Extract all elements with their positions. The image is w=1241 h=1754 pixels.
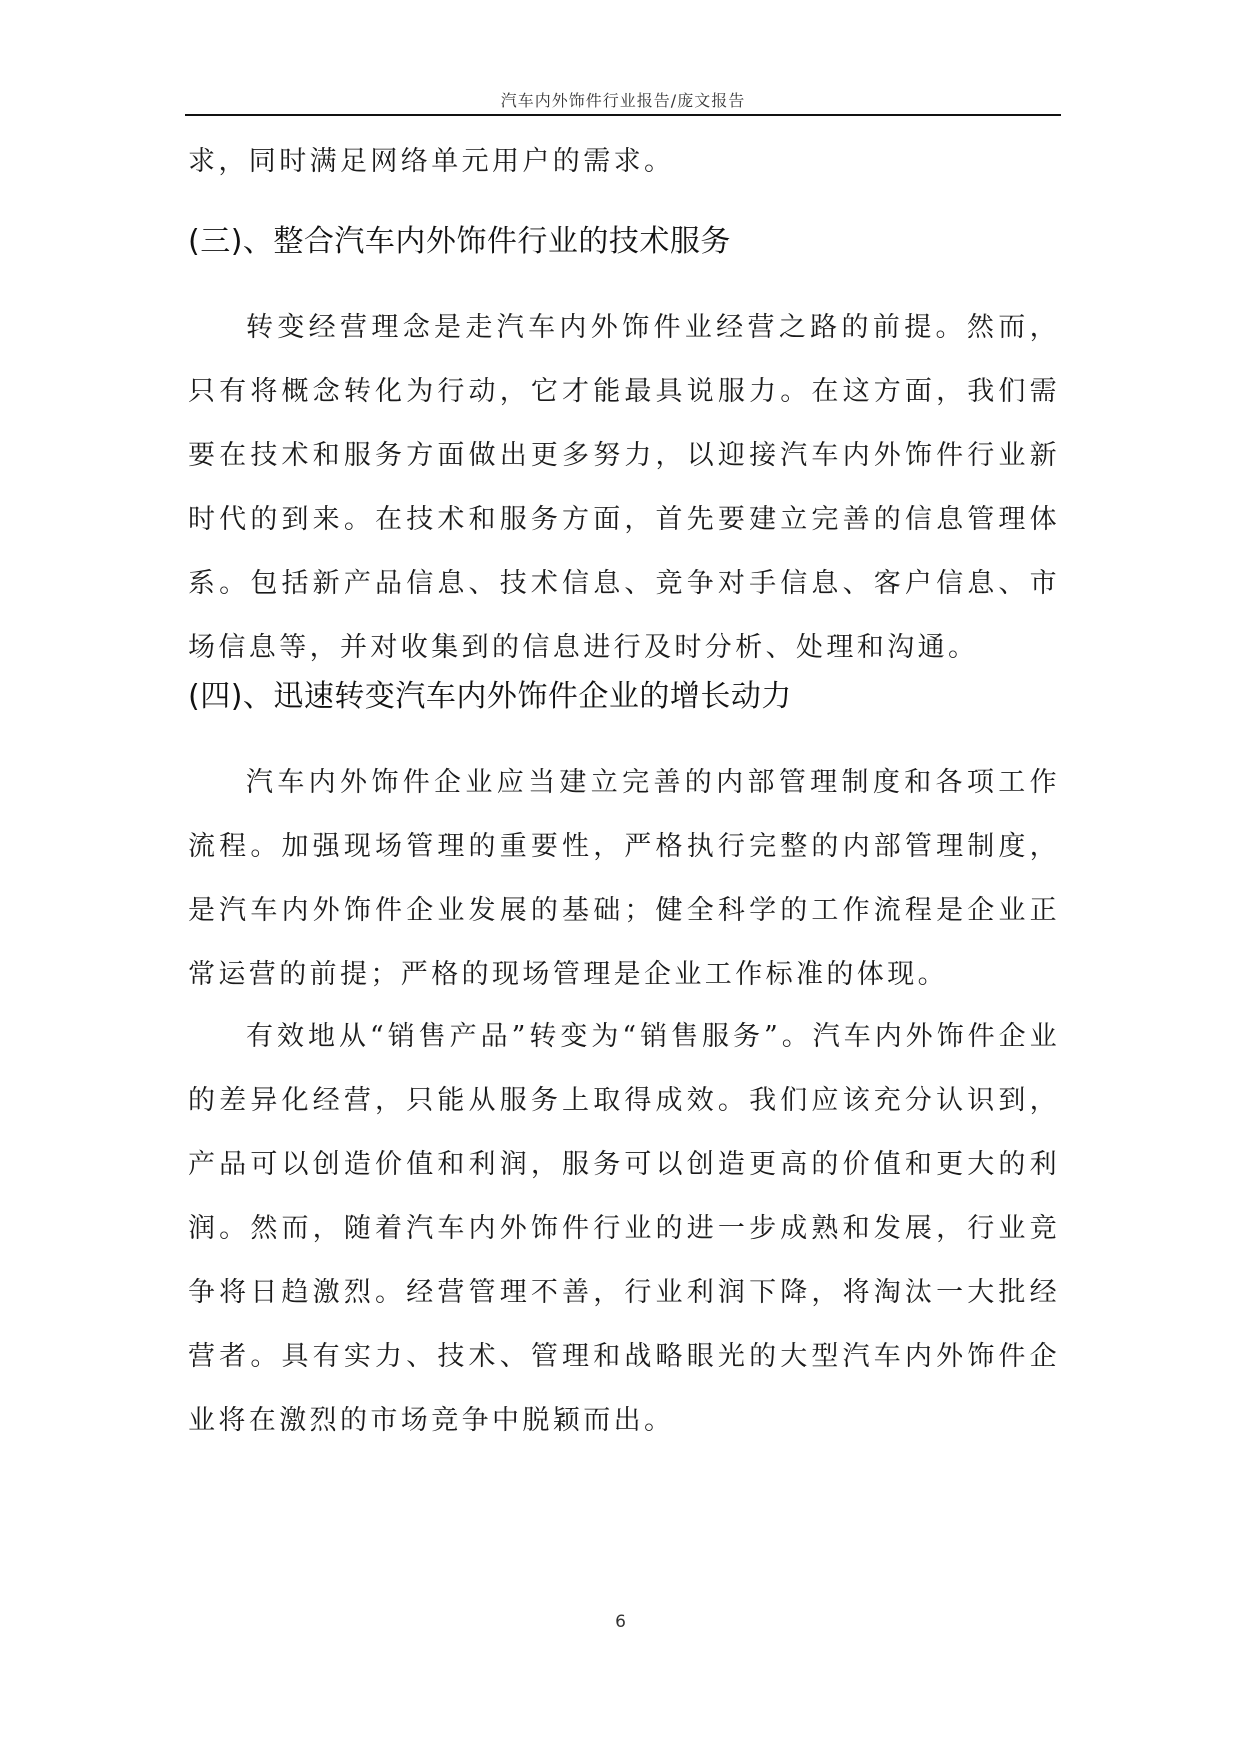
section-4-paragraph-2: 有效地从“销售产品”转变为“销售服务”。汽车内外饰件企业的差异化经营，只能从服务上取得成效。我们应该充分认识到，产品可以创造价值和利润，服务可以创造更高的价值和更大的利润。然而，随着汽车内外饰件行业的进一步成熟和发展，行业竞争将日趋激烈。经营管理不善，行业利润下降，将淘汰一大批经营者。具有实力、技术、管理和战略眼光的大型汽车内外饰件企业将在激烈的市场竞争中脱颖而出。 bbox=[188, 1021, 1060, 1436]
continuation-paragraph: 求，同时满足网络单元用户的需求。 bbox=[188, 146, 675, 177]
page-header-title: 汽车内外饰件行业报告/庞文报告 bbox=[500, 91, 746, 110]
section-3-paragraph-1: 转变经营理念是走汽车内外饰件业经营之路的前提。然而，只有将概念转化为行动，它才能最具说服力。在这方面，我们需要在技术和服务方面做出更多努力，以迎接汽车内外饰件行业新时代的到来。在技术和服务方面，首先要建立完善的信息管理体系。包括新产品信息、技术信息、竞争对手信息、客户信息、市场信息等，并对收集到的信息进行及时分析、处理和沟通。 bbox=[188, 312, 1060, 663]
page-number: 6 bbox=[615, 1612, 626, 1632]
section-3-heading: (三)、整合汽车内外饰件行业的技术服务 bbox=[188, 224, 731, 259]
section-4-heading: (四)、迅速转变汽车内外饰件企业的增长动力 bbox=[188, 679, 792, 714]
section-4-paragraph-1: 汽车内外饰件企业应当建立完善的内部管理制度和各项工作流程。加强现场管理的重要性，严格执行完整的内部管理制度，是汽车内外饰件企业发展的基础；健全科学的工作流程是企业正常运营的前提；严格的现场管理是企业工作标准的体现。 bbox=[188, 767, 1060, 990]
header-divider bbox=[185, 114, 1061, 116]
